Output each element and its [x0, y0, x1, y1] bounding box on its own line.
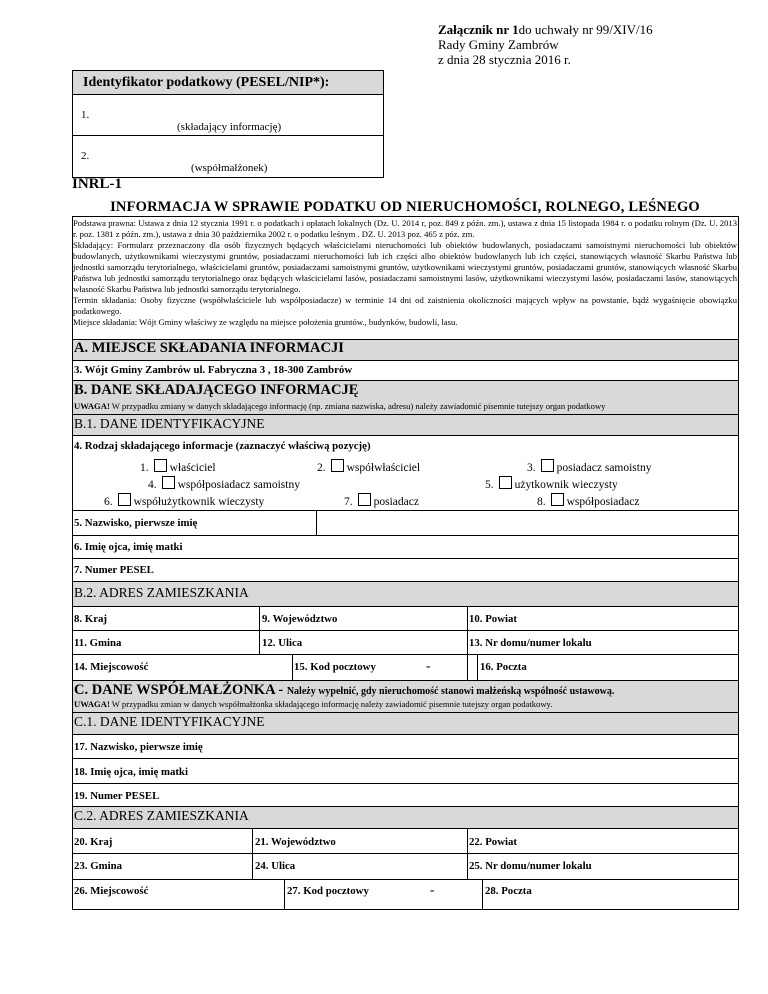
spouse-locality-field[interactable]: 26. Miejscowość — [74, 885, 149, 897]
annex-council: Rady Gminy Zambrów — [438, 37, 559, 52]
section-b2-title: B.2. ADRES ZAMIESZKANIA — [74, 585, 249, 600]
option-independent-holder[interactable]: 3. posiadacz samoistny — [527, 459, 651, 474]
section-b-note: UWAGA! W przypadku zmiany w danych składającego informację (np. zmiana nazwiska, adresu) należy zawiadomić pisemnie tutejszy organ podatkowy — [74, 401, 606, 411]
legal-filers: Składający: Formularz przeznaczony dla osób fizycznych będących właścicielami nieruchomości lub obiektów budowlanych, posiadaczami samoistnymi nieruchomości lub obiektów budowlanych, użytkownikami wieczystymi gruntów, posiadaczami nieruchomości lub ich części albo obiektów budowlanych lub ich części, stanowiących własność Skarbu Państwa lub jednostki samorządu terytorialnego, właścicielami gruntów, posiadaczami samoistnymi gruntów, użytkownikami wieczystymi gruntów, posiadaczami gruntów, stanowiących własność Skarbu Państwa lub jednostki samorządu terytorialnego oraz będących właścicielami lasów, posiadaczami samoistnymi lasów, użytkownikami wieczystymi lasów, posiadaczami lasów, stanowiących własność Skarbu Państwa lub jednostki samorządu terytorialnego. — [73, 240, 737, 294]
field-caption: (współmałżonek) — [191, 162, 268, 174]
option-perpetual-co-user[interactable]: 6. współużytkownik wieczysty — [104, 493, 264, 508]
section-b-title: B. DANE SKŁADAJĄCEGO INFORMACJĘ — [74, 382, 359, 398]
field-number: 2. — [81, 150, 90, 162]
filer-type-label: 4. Rodzaj składającego informacje (zaznaczyć właściwą pozycję) — [74, 440, 371, 452]
checkbox[interactable] — [118, 493, 131, 506]
spouse-pesel-field[interactable] — [73, 136, 383, 177]
spouse-pesel-number-field[interactable]: 19. Numer PESEL — [74, 790, 160, 802]
tax-identifier-box — [72, 70, 384, 178]
form-title: INFORMACJA W SPRAWIE PODATKU OD NIERUCHOMOŚCI, ROLNEGO, LEŚNEGO — [110, 199, 700, 215]
annex-date: z dnia 28 stycznia 2016 r. — [438, 52, 571, 67]
section-c-title: C. DANE WSPÓŁMAŁŻONKA - Należy wypełnić, gdy nieruchomość stanowi małżeńską wspólność ustawową. — [74, 682, 615, 698]
section-c-note: UWAGA! W przypadku zmian w danych współmałżonka składającego informację należy zawiadomić pisemnie tutejszy organ podatkowy. — [74, 699, 553, 709]
checkbox[interactable] — [331, 459, 344, 472]
postal-code-dash: - — [426, 658, 431, 673]
parents-names-field[interactable]: 6. Imię ojca, imię matki — [74, 541, 183, 553]
section-c2-title: C.2. ADRES ZAMIESZKANIA — [74, 808, 249, 823]
section-b1-title: B.1. DANE IDENTYFIKACYJNE — [74, 416, 265, 431]
voivodeship-field[interactable]: 9. Województwo — [262, 613, 338, 625]
postal-code-field[interactable]: 15. Kod pocztowy — [294, 661, 376, 673]
annex-number: Załącznik nr 1 — [438, 22, 519, 37]
spouse-country-field[interactable]: 20. Kraj — [74, 836, 113, 848]
pesel-field[interactable]: 7. Numer PESEL — [74, 564, 154, 576]
field-number: 1. — [81, 109, 90, 121]
legal-basis: Podstawa prawna: Ustawa z dnia 12 stycznia 1991 r. o podatkach i opłatach lokalnych (Dz. U. 2014 r, poz. 849 z późn. zm.), ustawa z dnia 15 listopada 1984 r. o podatku rolnym (Dz. U. 2013 r. poz. 1381 z późn. zm.), ustawa z dnia 30 października 2002 r. o podatku leśnym . DZ. U. 2013 poz. 465 z póz. zm. — [73, 218, 737, 239]
section-c1-title: C.1. DANE IDENTYFIKACYJNE — [74, 714, 265, 729]
spouse-commune-field[interactable]: 23. Gmina — [74, 860, 122, 872]
commune-field[interactable]: 11. Gmina — [74, 637, 122, 649]
spouse-postal-code-dash: - — [430, 882, 435, 897]
filer-pesel-field[interactable] — [73, 95, 383, 136]
legal-place: Miejsce składania: Wójt Gminy właściwy ze względu na miejsce położenia gruntów., budynków, budowli, lasu. — [73, 317, 458, 327]
locality-field[interactable]: 14. Miejscowość — [74, 661, 149, 673]
section-a-title: A. MIEJSCE SKŁADANIA INFORMACJI — [74, 340, 344, 356]
option-co-holder[interactable]: 8. współposiadacz — [537, 493, 639, 508]
spouse-postal-code-field[interactable]: 27. Kod pocztowy — [287, 885, 369, 897]
option-perpetual-user[interactable]: 5. użytkownik wieczysty — [485, 476, 618, 491]
house-number-field[interactable]: 13. Nr domu/numer lokalu — [469, 637, 592, 649]
option-co-owner[interactable]: 2. współwłaściciel — [317, 459, 420, 474]
option-owner[interactable]: 1. właściciel — [140, 459, 216, 474]
spouse-surname-field[interactable]: 17. Nazwisko, pierwsze imię — [74, 741, 203, 753]
street-field[interactable]: 12. Ulica — [262, 637, 303, 649]
spouse-post-office-field[interactable]: 28. Poczta — [485, 885, 532, 897]
surname-name-field[interactable]: 5. Nazwisko, pierwsze imię — [74, 517, 198, 529]
spouse-county-field[interactable]: 22. Powiat — [469, 836, 517, 848]
filing-place-field: 3. Wójt Gminy Zambrów ul. Fabryczna 3 , 18-300 Zambrów — [74, 364, 353, 376]
form-code: INRL-1 — [72, 176, 123, 192]
spouse-street-field[interactable]: 24. Ulica — [255, 860, 296, 872]
post-office-field[interactable]: 16. Poczta — [480, 661, 527, 673]
tax-identifier-title: Identyfikator podatkowy (PESEL/NIP*): — [73, 71, 383, 95]
annex-resolution: do uchwały nr 99/XIV/16 — [518, 22, 653, 37]
country-field[interactable]: 8. Kraj — [74, 613, 107, 625]
option-independent-co-holder[interactable]: 4. współposiadacz samoistny — [148, 476, 300, 491]
checkbox[interactable] — [541, 459, 554, 472]
checkbox[interactable] — [154, 459, 167, 472]
spouse-parents-field[interactable]: 18. Imię ojca, imię matki — [74, 766, 188, 778]
checkbox[interactable] — [499, 476, 512, 489]
checkbox[interactable] — [162, 476, 175, 489]
option-holder[interactable]: 7. posiadacz — [344, 493, 419, 508]
legal-deadline: Termin składania: Osoby fizyczne (współwłaściciele lub współposiadacze) w terminie 14 dni od zaistnienia okoliczności mających wpływ na powstanie, bądź wygaśnięcie obowiązku podatkowego. — [73, 295, 737, 316]
spouse-voivodeship-field[interactable]: 21. Województwo — [255, 836, 336, 848]
legal-info — [73, 218, 737, 328]
checkbox[interactable] — [358, 493, 371, 506]
county-field[interactable]: 10. Powiat — [469, 613, 517, 625]
annex-note — [438, 22, 653, 67]
field-caption: (składający informację) — [177, 121, 282, 133]
spouse-house-number-field[interactable]: 25. Nr domu/numer lokalu — [469, 860, 592, 872]
checkbox[interactable] — [551, 493, 564, 506]
